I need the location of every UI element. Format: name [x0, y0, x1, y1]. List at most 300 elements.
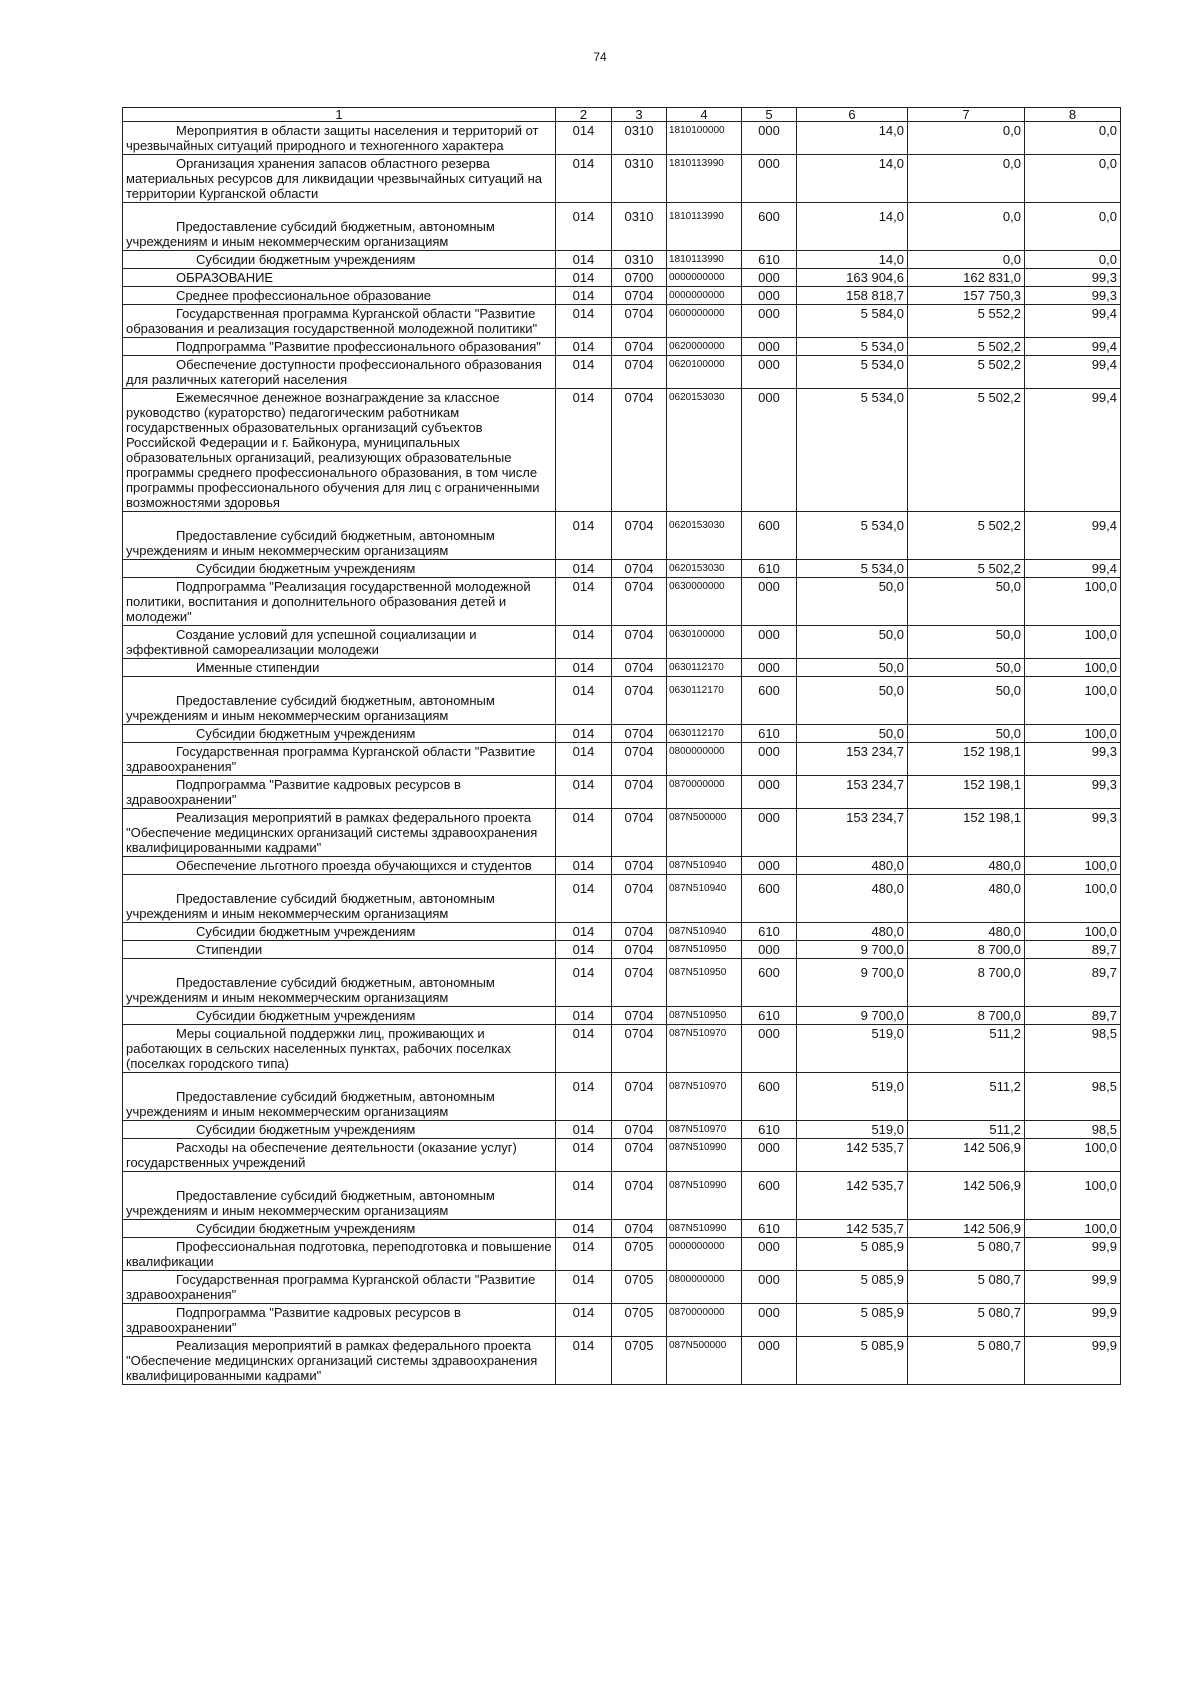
- table-row: [123, 560, 1121, 578]
- row-code-5: 000: [742, 1238, 797, 1271]
- row-value-6: 14,0: [797, 155, 908, 203]
- row-code-4: 0630100000: [667, 626, 742, 659]
- row-value-8: 99,3: [1025, 269, 1121, 287]
- row-code-2: 014: [556, 659, 612, 677]
- row-code-4: 087N510950: [667, 1007, 742, 1025]
- row-value-6: 5 534,0: [797, 560, 908, 578]
- table-row: [123, 1271, 1121, 1304]
- row-code-5: 000: [742, 1025, 797, 1073]
- table-row: [123, 1220, 1121, 1238]
- row-code-5: 610: [742, 560, 797, 578]
- row-value-6: 142 535,7: [797, 1172, 908, 1220]
- row-value-6: 519,0: [797, 1121, 908, 1139]
- table-row: [123, 251, 1121, 269]
- row-code-3: 0704: [612, 1025, 667, 1073]
- row-value-6: 50,0: [797, 578, 908, 626]
- row-name: Подпрограмма "Развитие кадровых ресурсов в здравоохранении": [123, 776, 556, 809]
- row-value-7: 50,0: [908, 578, 1025, 626]
- row-code-3: 0704: [612, 1007, 667, 1025]
- row-value-6: 480,0: [797, 857, 908, 875]
- row-name: Субсидии бюджетным учреждениям: [123, 251, 556, 269]
- row-code-5: 600: [742, 512, 797, 560]
- row-value-7: 5 080,7: [908, 1304, 1025, 1337]
- row-code-3: 0704: [612, 776, 667, 809]
- row-code-2: 014: [556, 389, 612, 512]
- table-row: [123, 1337, 1121, 1385]
- row-value-8: 99,3: [1025, 776, 1121, 809]
- row-code-2: 014: [556, 338, 612, 356]
- row-code-5: 610: [742, 251, 797, 269]
- column-header-4: 4: [667, 108, 742, 122]
- row-value-8: 100,0: [1025, 578, 1121, 626]
- row-value-8: 99,9: [1025, 1271, 1121, 1304]
- row-value-7: 0,0: [908, 251, 1025, 269]
- row-code-4: 087N510940: [667, 923, 742, 941]
- row-code-2: 014: [556, 287, 612, 305]
- row-value-7: 152 198,1: [908, 743, 1025, 776]
- row-code-5: 600: [742, 203, 797, 251]
- row-code-2: 014: [556, 959, 612, 1007]
- row-code-5: 000: [742, 338, 797, 356]
- row-value-8: 99,9: [1025, 1337, 1121, 1385]
- row-value-7: 480,0: [908, 857, 1025, 875]
- row-value-6: 480,0: [797, 875, 908, 923]
- row-value-8: 100,0: [1025, 923, 1121, 941]
- row-name: Стипендии: [123, 941, 556, 959]
- row-name: Обеспечение льготного проезда обучающихся и студентов: [123, 857, 556, 875]
- row-value-8: 0,0: [1025, 251, 1121, 269]
- header-row: [123, 108, 1121, 122]
- row-code-2: 014: [556, 155, 612, 203]
- row-code-2: 014: [556, 251, 612, 269]
- row-code-4: 1810113990: [667, 155, 742, 203]
- row-value-6: 9 700,0: [797, 941, 908, 959]
- row-code-5: 000: [742, 389, 797, 512]
- row-code-2: 014: [556, 677, 612, 725]
- row-value-7: 5 502,2: [908, 356, 1025, 389]
- table-row: [123, 1172, 1121, 1220]
- table-row: [123, 389, 1121, 512]
- row-name: Государственная программа Курганской области "Развитие здравоохранения": [123, 1271, 556, 1304]
- table-row: [123, 659, 1121, 677]
- table-row: [123, 776, 1121, 809]
- row-code-4: 1810100000: [667, 122, 742, 155]
- row-code-5: 000: [742, 857, 797, 875]
- row-value-7: 511,2: [908, 1073, 1025, 1121]
- table-row: [123, 356, 1121, 389]
- row-code-4: 087N510990: [667, 1139, 742, 1172]
- row-value-7: 5 080,7: [908, 1337, 1025, 1385]
- table-row: [123, 512, 1121, 560]
- row-value-7: 5 552,2: [908, 305, 1025, 338]
- table-row: [123, 122, 1121, 155]
- row-value-8: 100,0: [1025, 857, 1121, 875]
- table-row: [123, 1121, 1121, 1139]
- row-code-3: 0704: [612, 1172, 667, 1220]
- row-code-5: 000: [742, 1304, 797, 1337]
- row-value-7: 50,0: [908, 677, 1025, 725]
- row-code-2: 014: [556, 578, 612, 626]
- row-code-4: 087N510970: [667, 1121, 742, 1139]
- row-value-7: 50,0: [908, 659, 1025, 677]
- row-name: Субсидии бюджетным учреждениям: [123, 1121, 556, 1139]
- row-code-2: 014: [556, 1271, 612, 1304]
- row-code-3: 0310: [612, 155, 667, 203]
- row-value-6: 5 584,0: [797, 305, 908, 338]
- row-code-4: 1810113990: [667, 251, 742, 269]
- table-row: [123, 1073, 1121, 1121]
- row-value-8: 100,0: [1025, 875, 1121, 923]
- table-row: [123, 338, 1121, 356]
- row-code-2: 014: [556, 1121, 612, 1139]
- row-value-8: 98,5: [1025, 1121, 1121, 1139]
- row-value-6: 5 534,0: [797, 512, 908, 560]
- row-name: Субсидии бюджетным учреждениям: [123, 1220, 556, 1238]
- row-code-5: 000: [742, 1139, 797, 1172]
- row-code-2: 014: [556, 857, 612, 875]
- row-value-8: 0,0: [1025, 155, 1121, 203]
- row-value-8: 99,3: [1025, 809, 1121, 857]
- row-code-4: 0870000000: [667, 776, 742, 809]
- row-value-8: 99,4: [1025, 389, 1121, 512]
- row-name: Предоставление субсидий бюджетным, автономным учреждениям и иным некоммерческим организациям: [123, 959, 556, 1007]
- row-value-6: 14,0: [797, 251, 908, 269]
- row-code-4: 087N500000: [667, 1337, 742, 1385]
- row-code-3: 0704: [612, 305, 667, 338]
- table-row: [123, 809, 1121, 857]
- row-code-4: 0600000000: [667, 305, 742, 338]
- row-value-7: 480,0: [908, 875, 1025, 923]
- row-code-3: 0704: [612, 725, 667, 743]
- row-code-4: 0870000000: [667, 1304, 742, 1337]
- row-value-6: 158 818,7: [797, 287, 908, 305]
- row-code-5: 000: [742, 626, 797, 659]
- row-value-8: 100,0: [1025, 1172, 1121, 1220]
- row-code-2: 014: [556, 1220, 612, 1238]
- row-name: Реализация мероприятий в рамках федерального проекта "Обеспечение медицинских организаций системы здравоохранения квалифицированными кадрами": [123, 809, 556, 857]
- row-code-2: 014: [556, 1073, 612, 1121]
- row-value-7: 8 700,0: [908, 941, 1025, 959]
- row-value-6: 519,0: [797, 1073, 908, 1121]
- row-code-4: 0620153030: [667, 389, 742, 512]
- column-header-2: 2: [556, 108, 612, 122]
- row-name: Государственная программа Курганской области "Развитие здравоохранения": [123, 743, 556, 776]
- row-value-6: 153 234,7: [797, 809, 908, 857]
- row-code-3: 0704: [612, 857, 667, 875]
- row-code-3: 0704: [612, 743, 667, 776]
- row-value-6: 142 535,7: [797, 1220, 908, 1238]
- row-name: Предоставление субсидий бюджетным, автономным учреждениям и иным некоммерческим организациям: [123, 875, 556, 923]
- row-value-8: 100,0: [1025, 1139, 1121, 1172]
- row-value-6: 9 700,0: [797, 959, 908, 1007]
- row-code-4: 0800000000: [667, 1271, 742, 1304]
- row-code-3: 0704: [612, 1139, 667, 1172]
- row-name: Предоставление субсидий бюджетным, автономным учреждениям и иным некоммерческим организациям: [123, 677, 556, 725]
- row-code-4: 087N500000: [667, 809, 742, 857]
- row-name: Профессиональная подготовка, переподготовка и повышение квалификации: [123, 1238, 556, 1271]
- row-value-6: 5 085,9: [797, 1337, 908, 1385]
- row-code-3: 0704: [612, 1073, 667, 1121]
- row-value-6: 480,0: [797, 923, 908, 941]
- row-code-4: 0630112170: [667, 677, 742, 725]
- row-value-7: 152 198,1: [908, 809, 1025, 857]
- table-row: [123, 857, 1121, 875]
- row-code-3: 0704: [612, 941, 667, 959]
- row-value-6: 14,0: [797, 122, 908, 155]
- row-code-5: 000: [742, 122, 797, 155]
- row-code-3: 0704: [612, 512, 667, 560]
- row-name: Предоставление субсидий бюджетным, автономным учреждениям и иным некоммерческим организациям: [123, 1073, 556, 1121]
- row-value-8: 100,0: [1025, 626, 1121, 659]
- row-name: Обеспечение доступности профессионального образования для различных категорий населения: [123, 356, 556, 389]
- row-name: Именные стипендии: [123, 659, 556, 677]
- row-code-2: 014: [556, 923, 612, 941]
- row-code-5: 000: [742, 1271, 797, 1304]
- row-code-5: 610: [742, 1220, 797, 1238]
- row-name: Субсидии бюджетным учреждениям: [123, 725, 556, 743]
- row-code-5: 000: [742, 356, 797, 389]
- row-code-5: 000: [742, 776, 797, 809]
- row-value-8: 100,0: [1025, 659, 1121, 677]
- row-code-5: 000: [742, 1337, 797, 1385]
- row-name: Ежемесячное денежное вознаграждение за классное руководство (кураторство) педагогическим работникам государственных образовательных организаций субъектов Российской Федерации и г. Байконура, муниципальных образовательных организаций, реализующих образовательные программы среднего профессионального образования, в том числе программы профессионального обучения для лиц с ограниченными возможностями здоровья: [123, 389, 556, 512]
- table-body: [123, 122, 1121, 1385]
- row-name: Государственная программа Курганской области "Развитие образования и реализация государственной молодежной политики": [123, 305, 556, 338]
- row-name: Субсидии бюджетным учреждениям: [123, 1007, 556, 1025]
- row-value-7: 142 506,9: [908, 1172, 1025, 1220]
- page-number: 74: [593, 50, 607, 64]
- row-code-3: 0700: [612, 269, 667, 287]
- row-value-6: 14,0: [797, 203, 908, 251]
- row-code-5: 600: [742, 677, 797, 725]
- row-value-6: 5 085,9: [797, 1304, 908, 1337]
- row-code-2: 014: [556, 512, 612, 560]
- row-value-8: 99,9: [1025, 1238, 1121, 1271]
- table-row: [123, 1304, 1121, 1337]
- row-value-7: 5 502,2: [908, 512, 1025, 560]
- row-code-4: 0630112170: [667, 659, 742, 677]
- row-code-2: 014: [556, 725, 612, 743]
- table-row: [123, 203, 1121, 251]
- row-code-5: 600: [742, 1172, 797, 1220]
- table-row: [123, 1007, 1121, 1025]
- row-code-3: 0704: [612, 659, 667, 677]
- row-value-6: 9 700,0: [797, 1007, 908, 1025]
- table-row: [123, 725, 1121, 743]
- row-name: Подпрограмма "Развитие кадровых ресурсов в здравоохранении": [123, 1304, 556, 1337]
- table-row: [123, 287, 1121, 305]
- row-code-3: 0310: [612, 122, 667, 155]
- table-row: [123, 1025, 1121, 1073]
- row-value-8: 99,4: [1025, 512, 1121, 560]
- table-row: [123, 269, 1121, 287]
- row-code-5: 610: [742, 1007, 797, 1025]
- row-name: Подпрограмма "Реализация государственной молодежной политики, воспитания и дополнительного образования детей и молодежи": [123, 578, 556, 626]
- table-row: [123, 959, 1121, 1007]
- table-row: [123, 875, 1121, 923]
- row-value-7: 157 750,3: [908, 287, 1025, 305]
- row-code-5: 600: [742, 959, 797, 1007]
- table-row: [123, 923, 1121, 941]
- row-value-6: 153 234,7: [797, 743, 908, 776]
- row-code-4: 0000000000: [667, 269, 742, 287]
- row-code-3: 0705: [612, 1337, 667, 1385]
- row-value-6: 519,0: [797, 1025, 908, 1073]
- row-code-2: 014: [556, 743, 612, 776]
- row-code-2: 014: [556, 305, 612, 338]
- row-value-8: 100,0: [1025, 725, 1121, 743]
- row-value-7: 0,0: [908, 122, 1025, 155]
- row-code-4: 087N510970: [667, 1025, 742, 1073]
- row-name: Меры социальной поддержки лиц, проживающих и работающих в сельских населенных пунктах, рабочих поселках (поселках городского типа): [123, 1025, 556, 1073]
- row-code-3: 0705: [612, 1238, 667, 1271]
- row-code-2: 014: [556, 776, 612, 809]
- row-code-4: 0630000000: [667, 578, 742, 626]
- row-code-2: 014: [556, 1139, 612, 1172]
- row-name: Субсидии бюджетным учреждениям: [123, 560, 556, 578]
- row-code-5: 000: [742, 659, 797, 677]
- row-name: Расходы на обеспечение деятельности (оказание услуг) государственных учреждений: [123, 1139, 556, 1172]
- row-code-3: 0704: [612, 356, 667, 389]
- row-value-8: 89,7: [1025, 959, 1121, 1007]
- column-header-5: 5: [742, 108, 797, 122]
- row-code-2: 014: [556, 626, 612, 659]
- row-value-7: 8 700,0: [908, 959, 1025, 1007]
- row-value-8: 0,0: [1025, 122, 1121, 155]
- budget-table: [122, 107, 1121, 1385]
- row-code-3: 0310: [612, 203, 667, 251]
- row-value-6: 5 085,9: [797, 1238, 908, 1271]
- row-value-8: 99,9: [1025, 1304, 1121, 1337]
- row-code-3: 0704: [612, 875, 667, 923]
- row-code-3: 0704: [612, 809, 667, 857]
- row-code-5: 000: [742, 809, 797, 857]
- row-code-2: 014: [556, 122, 612, 155]
- row-code-5: 000: [742, 578, 797, 626]
- row-code-3: 0704: [612, 1121, 667, 1139]
- row-code-5: 610: [742, 1121, 797, 1139]
- row-name: Организация хранения запасов областного резерва материальных ресурсов для ликвидации чрезвычайных ситуаций на территории Курганской области: [123, 155, 556, 203]
- table-row: [123, 677, 1121, 725]
- row-value-7: 142 506,9: [908, 1139, 1025, 1172]
- row-value-7: 142 506,9: [908, 1220, 1025, 1238]
- row-name: Создание условий для успешной социализации и эффективной самореализации молодежи: [123, 626, 556, 659]
- row-code-3: 0704: [612, 578, 667, 626]
- row-value-6: 50,0: [797, 725, 908, 743]
- column-header-8: 8: [1025, 108, 1121, 122]
- row-code-2: 014: [556, 1172, 612, 1220]
- row-value-8: 99,4: [1025, 560, 1121, 578]
- table-row: [123, 305, 1121, 338]
- row-value-8: 0,0: [1025, 203, 1121, 251]
- row-value-7: 50,0: [908, 725, 1025, 743]
- row-code-2: 014: [556, 809, 612, 857]
- row-code-4: 087N510950: [667, 959, 742, 1007]
- row-value-6: 153 234,7: [797, 776, 908, 809]
- row-code-5: 000: [742, 155, 797, 203]
- row-code-2: 014: [556, 1337, 612, 1385]
- row-value-8: 99,4: [1025, 305, 1121, 338]
- row-code-3: 0704: [612, 287, 667, 305]
- row-code-5: 000: [742, 287, 797, 305]
- row-value-8: 99,4: [1025, 338, 1121, 356]
- row-code-4: 0000000000: [667, 1238, 742, 1271]
- row-name: Среднее профессиональное образование: [123, 287, 556, 305]
- table-row: [123, 578, 1121, 626]
- table-row: [123, 1238, 1121, 1271]
- row-value-8: 99,3: [1025, 743, 1121, 776]
- column-header-7: 7: [908, 108, 1025, 122]
- row-code-4: 087N510940: [667, 875, 742, 923]
- row-code-4: 0800000000: [667, 743, 742, 776]
- row-value-7: 0,0: [908, 155, 1025, 203]
- row-value-7: 162 831,0: [908, 269, 1025, 287]
- row-value-6: 50,0: [797, 626, 908, 659]
- column-header-3: 3: [612, 108, 667, 122]
- row-code-4: 087N510990: [667, 1172, 742, 1220]
- row-code-4: 0630112170: [667, 725, 742, 743]
- row-value-8: 98,5: [1025, 1073, 1121, 1121]
- row-value-7: 5 502,2: [908, 389, 1025, 512]
- row-value-6: 50,0: [797, 677, 908, 725]
- row-code-5: 600: [742, 1073, 797, 1121]
- row-name: Субсидии бюджетным учреждениям: [123, 923, 556, 941]
- row-value-7: 8 700,0: [908, 1007, 1025, 1025]
- row-code-3: 0704: [612, 1220, 667, 1238]
- row-code-2: 014: [556, 875, 612, 923]
- row-value-7: 511,2: [908, 1121, 1025, 1139]
- row-code-5: 000: [742, 305, 797, 338]
- row-code-2: 014: [556, 356, 612, 389]
- row-value-7: 480,0: [908, 923, 1025, 941]
- row-value-7: 5 080,7: [908, 1271, 1025, 1304]
- row-name: Реализация мероприятий в рамках федерального проекта "Обеспечение медицинских организаций системы здравоохранения квалифицированными кадрами": [123, 1337, 556, 1385]
- row-code-5: 600: [742, 875, 797, 923]
- row-code-4: 0620153030: [667, 560, 742, 578]
- table-row: [123, 743, 1121, 776]
- row-value-7: 511,2: [908, 1025, 1025, 1073]
- row-code-3: 0705: [612, 1304, 667, 1337]
- row-code-4: 087N510970: [667, 1073, 742, 1121]
- row-value-6: 5 534,0: [797, 338, 908, 356]
- table-row: [123, 155, 1121, 203]
- row-name: Предоставление субсидий бюджетным, автономным учреждениям и иным некоммерческим организациям: [123, 203, 556, 251]
- row-value-8: 100,0: [1025, 1220, 1121, 1238]
- row-code-5: 000: [742, 941, 797, 959]
- row-value-7: 5 502,2: [908, 560, 1025, 578]
- row-code-2: 014: [556, 1238, 612, 1271]
- table-row: [123, 941, 1121, 959]
- row-code-5: 000: [742, 269, 797, 287]
- row-name: Подпрограмма "Развитие профессионального образования": [123, 338, 556, 356]
- row-value-6: 5 534,0: [797, 389, 908, 512]
- row-code-3: 0705: [612, 1271, 667, 1304]
- row-value-8: 89,7: [1025, 941, 1121, 959]
- row-value-6: 142 535,7: [797, 1139, 908, 1172]
- row-value-7: 0,0: [908, 203, 1025, 251]
- row-code-4: 0620100000: [667, 356, 742, 389]
- row-value-8: 89,7: [1025, 1007, 1121, 1025]
- row-code-5: 610: [742, 923, 797, 941]
- row-code-4: 0620153030: [667, 512, 742, 560]
- row-value-8: 99,3: [1025, 287, 1121, 305]
- row-name: Мероприятия в области защиты населения и территорий от чрезвычайных ситуаций природного и техногенного характера: [123, 122, 556, 155]
- row-code-3: 0704: [612, 560, 667, 578]
- row-value-6: 5 085,9: [797, 1271, 908, 1304]
- row-code-3: 0704: [612, 959, 667, 1007]
- row-code-2: 014: [556, 1007, 612, 1025]
- row-code-3: 0704: [612, 626, 667, 659]
